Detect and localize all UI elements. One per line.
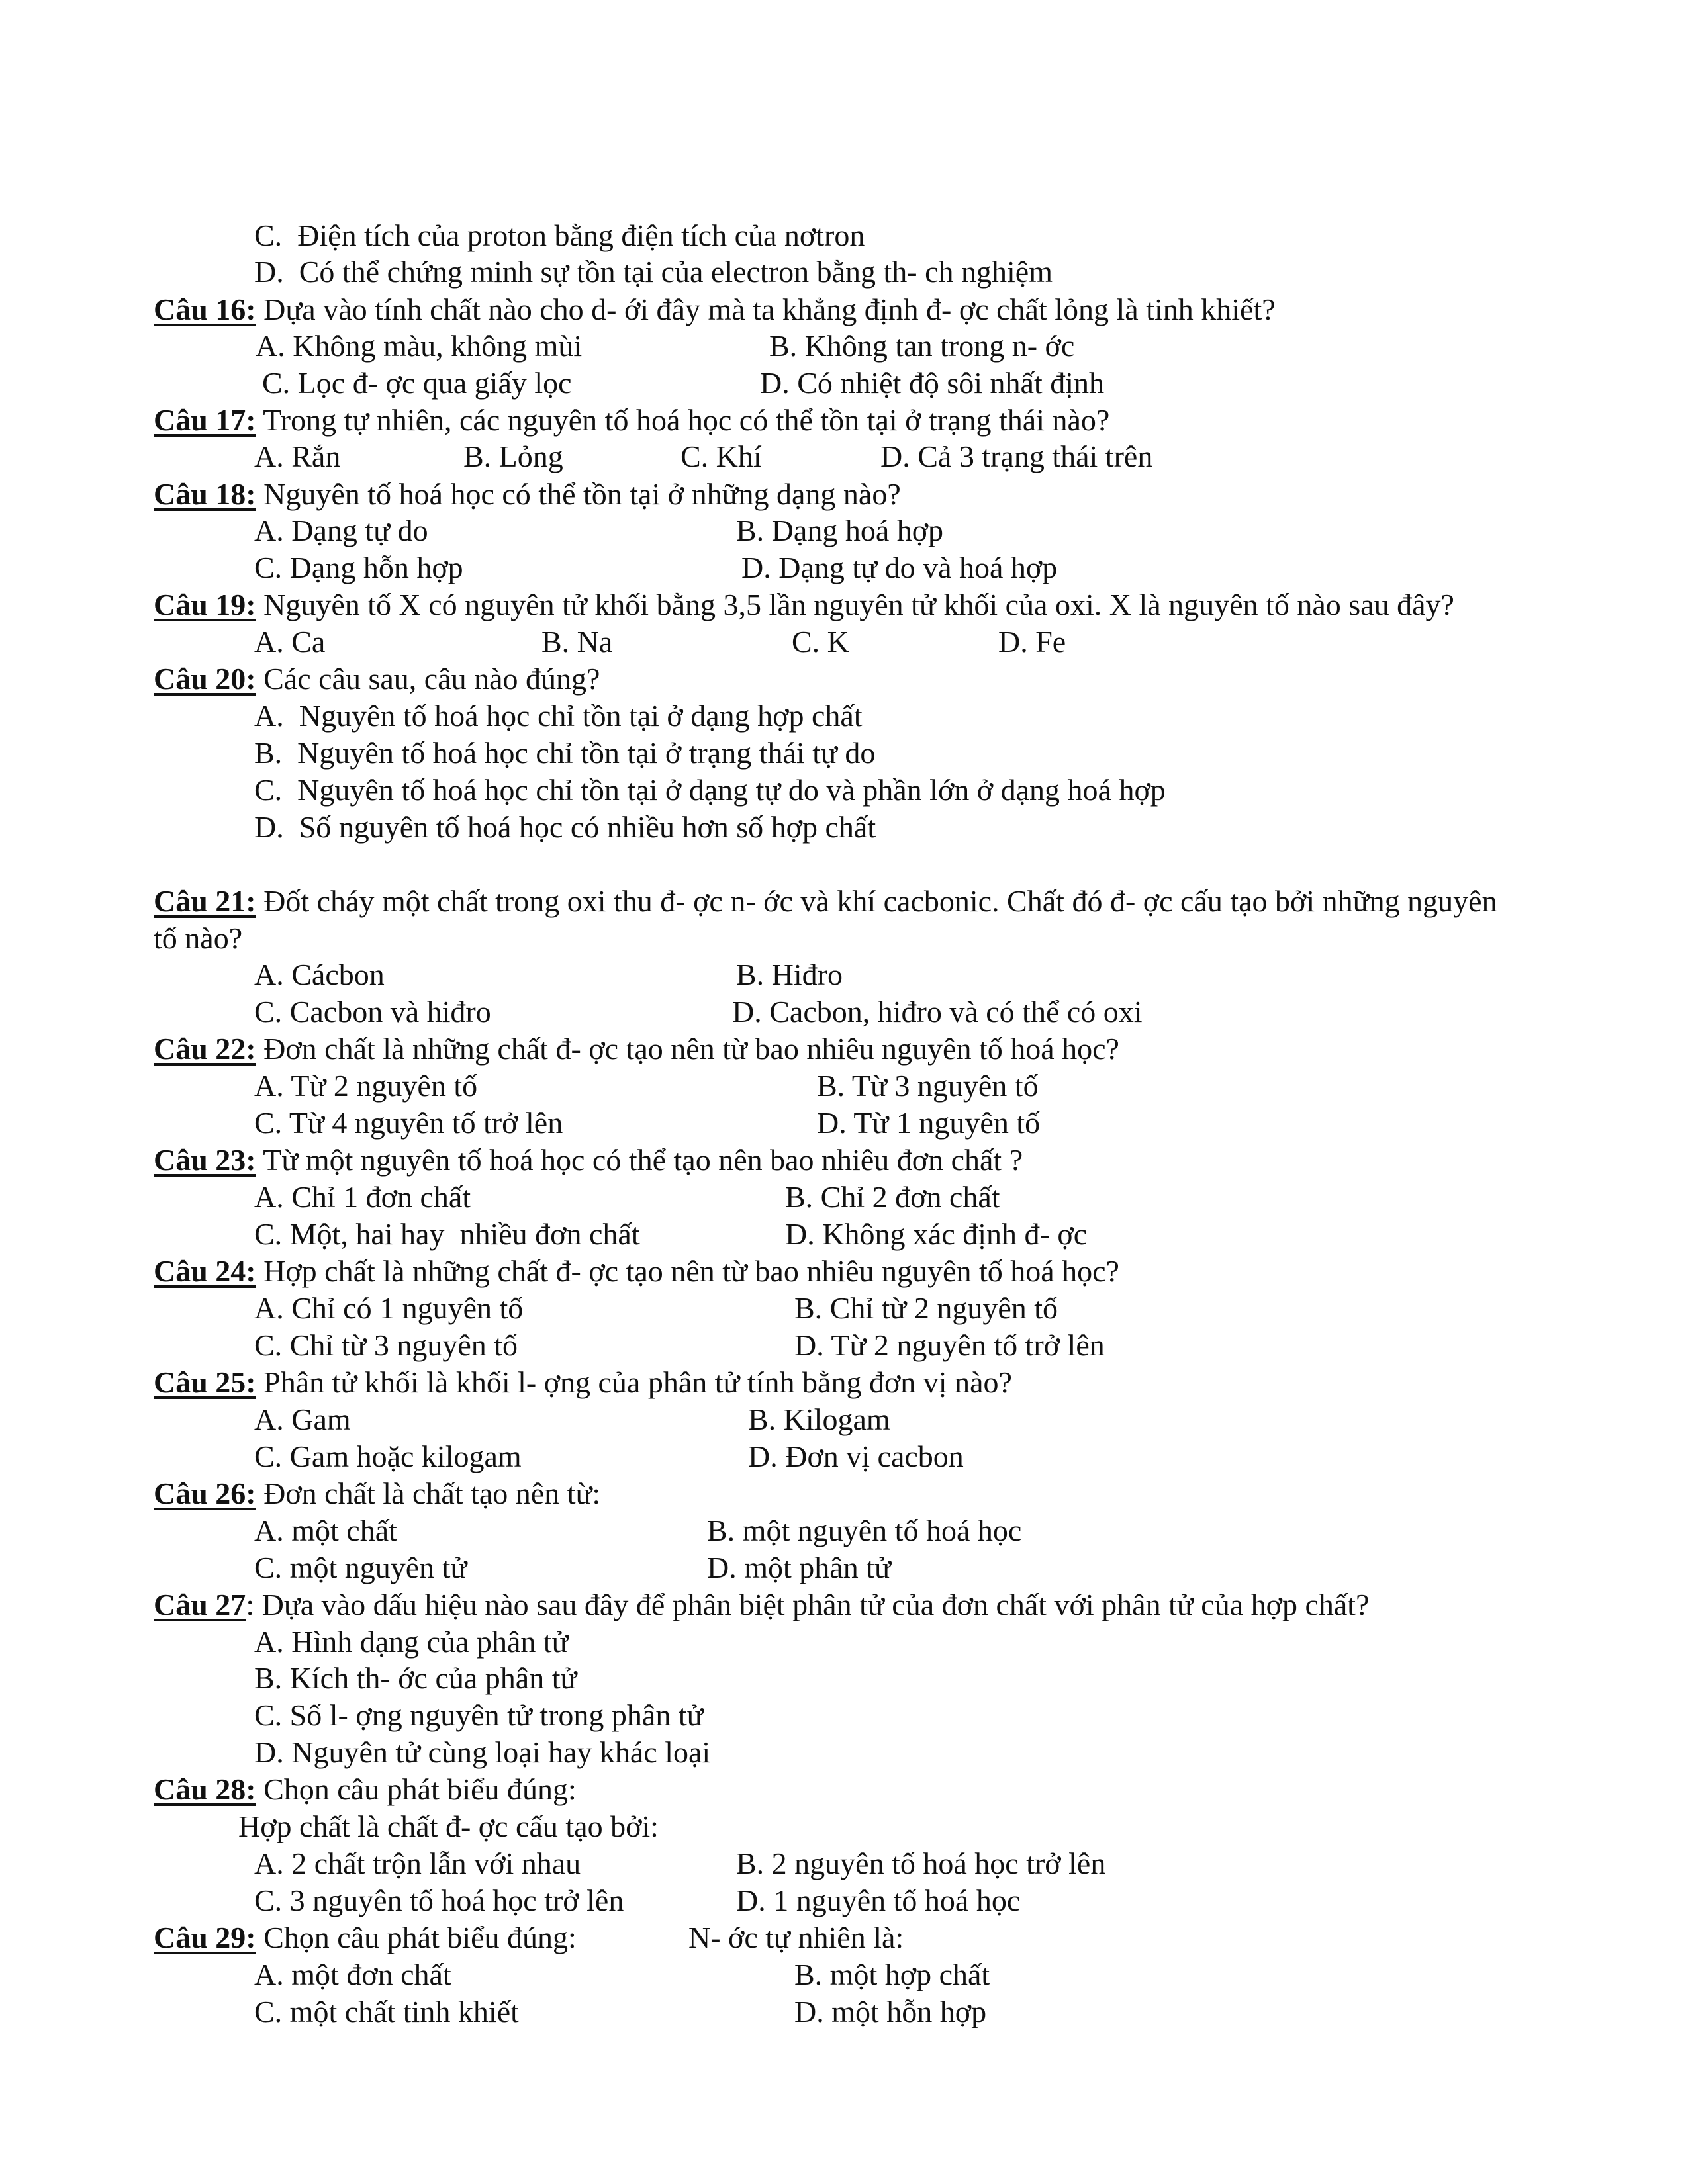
- question-text: Chọn câu phát biểu đúng:: [256, 1772, 577, 1806]
- answer-option: A. Chỉ có 1 nguyên tố: [254, 1291, 524, 1325]
- answer-option: C. Khí: [680, 439, 762, 473]
- answer-option: A. Nguyên tố hoá học chỉ tồn tại ở dạng hợp chất: [254, 699, 863, 733]
- question-label: Câu 19:: [154, 588, 256, 621]
- answer-option: B. Hiđro: [736, 958, 843, 991]
- question-label: Câu 20:: [154, 662, 256, 696]
- answer-option: D. Đơn vị cacbon: [748, 1439, 964, 1473]
- question-line: [154, 1919, 577, 1956]
- answer-option: B. một hợp chất: [794, 1958, 990, 1991]
- answer-option: B. Nguyên tố hoá học chỉ tồn tại ở trạng thái tự do: [254, 736, 876, 770]
- question-label: Câu 17:: [154, 403, 256, 437]
- option-c-prev: C. Điện tích của proton bằng điện tích của nơtron: [254, 218, 865, 252]
- answer-option: B. Không tan trong n- ớc: [769, 329, 1075, 363]
- question-label: Câu 18:: [154, 477, 256, 511]
- question-text: Các câu sau, câu nào đúng?: [256, 662, 600, 696]
- answer-option: D. Cacbon, hiđro và có thể có oxi: [732, 995, 1143, 1028]
- answer-option: B. Từ 3 nguyên tố: [817, 1069, 1039, 1103]
- question-label: Câu 25:: [154, 1365, 256, 1399]
- question-line: [154, 1475, 600, 1512]
- answer-option: D. Cả 3 trạng thái trên: [880, 439, 1153, 473]
- answer-option: D. một phân tử: [707, 1551, 891, 1584]
- question-text: Đơn chất là chất tạo nên từ:: [256, 1477, 601, 1510]
- answer-option: A. một đơn chất: [254, 1958, 451, 1991]
- answer-option: D. Không xác định đ- ợc: [785, 1217, 1088, 1251]
- question-text: Hợp chất là những chất đ- ợc tạo nên từ bao nhiêu nguyên tố hoá học?: [256, 1254, 1119, 1288]
- answer-option: B. một nguyên tố hoá học: [707, 1514, 1022, 1547]
- answer-option: C. 3 nguyên tố hoá học trở lên: [254, 1884, 624, 1917]
- answer-option: B. Chỉ 2 đơn chất: [785, 1180, 1000, 1214]
- question-text: Chọn câu phát biểu đúng:: [256, 1921, 577, 1954]
- answer-option: C. Lọc đ- ợc qua giấy lọc: [262, 366, 572, 400]
- question-label: Câu 24:: [154, 1254, 256, 1288]
- answer-option: D. Có nhiệt độ sôi nhất định: [760, 366, 1105, 400]
- answer-option: B. Chỉ từ 2 nguyên tố: [794, 1291, 1058, 1325]
- question-line: [154, 1142, 1023, 1179]
- question-text: : Dựa vào dấu hiệu nào sau đây để phân biệt phân tử của đơn chất với phân tử của hợp chất?: [246, 1588, 1370, 1621]
- question-text: Trong tự nhiên, các nguyên tố hoá học có thể tồn tại ở trạng thái nào?: [256, 403, 1110, 437]
- answer-option: C. Nguyên tố hoá học chỉ tồn tại ở dạng tự do và phần lớn ở dạng hoá hợp: [254, 773, 1166, 807]
- answer-option: C. Từ 4 nguyên tố trở lên: [254, 1106, 563, 1140]
- question-line: [154, 1771, 577, 1808]
- answer-option: A. Gam: [254, 1402, 351, 1436]
- question-text: Từ một nguyên tố hoá học có thể tạo nên bao nhiêu đơn chất ?: [256, 1143, 1023, 1177]
- answer-option: C. Chỉ từ 3 nguyên tố: [254, 1328, 518, 1362]
- answer-option: A. Rắn: [254, 439, 341, 473]
- answer-option: C. Một, hai hay nhiều đơn chất: [254, 1217, 640, 1251]
- question-label: Câu 28:: [154, 1772, 256, 1806]
- question-line: [154, 476, 901, 513]
- question-text: Dựa vào tính chất nào cho d- ới đây mà ta khẳng định đ- ợc chất lỏng là tinh khiết?: [256, 293, 1276, 326]
- question-line: [154, 1586, 1369, 1623]
- answer-option: C. Cacbon và hiđro: [254, 995, 491, 1028]
- answer-option: C. Gam hoặc kilogam: [254, 1439, 522, 1473]
- answer-option: B. Dạng hoá hợp: [736, 514, 944, 547]
- answer-option: D. Từ 1 nguyên tố: [817, 1106, 1041, 1140]
- answer-option: A. Chỉ 1 đơn chất: [254, 1180, 471, 1214]
- answer-option: D. Dạng tự do và hoá hợp: [741, 551, 1058, 584]
- answer-option: A. Hình dạng của phân tử: [254, 1625, 569, 1659]
- answer-option: A. Từ 2 nguyên tố: [254, 1069, 478, 1103]
- answer-option: D. Nguyên tử cùng loại hay khác loại: [254, 1735, 711, 1769]
- question-label: Câu 29:: [154, 1921, 256, 1954]
- question-text-continuation: tố nào?: [154, 921, 243, 955]
- answer-option: C. một chất tinh khiết: [254, 1995, 519, 2028]
- answer-option: A. Dạng tự do: [254, 514, 428, 547]
- answer-option: B. 2 nguyên tố hoá học trở lên: [736, 1846, 1106, 1880]
- question-line: [154, 1253, 1119, 1290]
- answer-option: D. một hỗn hợp: [794, 1995, 987, 2028]
- answer-option: B. Lỏng: [463, 439, 563, 473]
- question-label: Câu 27: [154, 1588, 246, 1621]
- question-line: [154, 586, 1454, 623]
- answer-option: B. Kích th- ớc của phân tử: [254, 1661, 577, 1695]
- answer-option: A. Không màu, không mùi: [256, 329, 583, 363]
- answer-option: B. Kilogam: [748, 1402, 890, 1436]
- question-label: Câu 16:: [154, 293, 256, 326]
- question-line: [154, 291, 1276, 328]
- answer-option: C. Dạng hỗn hợp: [254, 551, 463, 584]
- option-d-prev: D. Có thể chứng minh sự tồn tại của electron bằng th- ch nghiệm: [254, 255, 1053, 289]
- answer-option: A. một chất: [254, 1514, 397, 1547]
- answer-option: D. Số nguyên tố hoá học có nhiều hơn số hợp chất: [254, 810, 876, 844]
- question-line: [154, 1364, 1012, 1401]
- answer-option: A. 2 chất trộn lẫn với nhau: [254, 1846, 581, 1880]
- question-text: Đơn chất là những chất đ- ợc tạo nên từ bao nhiêu nguyên tố hoá học?: [256, 1032, 1119, 1066]
- answer-option: D. 1 nguyên tố hoá học: [736, 1884, 1021, 1917]
- question-line: [154, 660, 600, 698]
- answer-option: C. một nguyên tử: [254, 1551, 467, 1584]
- question-label: Câu 21:: [154, 884, 256, 918]
- answer-option: B. Na: [541, 625, 613, 659]
- question-stem: Hợp chất là chất đ- ợc cấu tạo bởi:: [238, 1809, 659, 1843]
- question-line: [154, 883, 1497, 920]
- question-label: Câu 22:: [154, 1032, 256, 1066]
- answer-option: D. Từ 2 nguyên tố trở lên: [794, 1328, 1105, 1362]
- question-text: Nguyên tố X có nguyên tử khối bằng 3,5 lần nguyên tử khối của oxi. X là nguyên tố nào sau đây?: [256, 588, 1454, 621]
- question-line: [154, 402, 1109, 439]
- question-text: Đốt cháy một chất trong oxi thu đ- ợc n- ớc và khí cacbonic. Chất đó đ- ợc cấu tạo bởi những nguyên: [256, 884, 1497, 918]
- answer-option: A. Ca: [254, 625, 326, 659]
- question-text: Phân tử khối là khối l- ợng của phân tử tính bằng đơn vị nào?: [256, 1365, 1012, 1399]
- answer-option: A. Cácbon: [254, 958, 385, 991]
- answer-option: C. Số l- ợng nguyên tử trong phân tử: [254, 1698, 704, 1732]
- question-label: Câu 26:: [154, 1477, 256, 1510]
- answer-option: C. K: [792, 625, 849, 659]
- question-line: [154, 1030, 1119, 1068]
- question-text: Nguyên tố hoá học có thể tồn tại ở những dạng nào?: [256, 477, 901, 511]
- answer-option: D. Fe: [998, 625, 1066, 659]
- question-label: Câu 23:: [154, 1143, 256, 1177]
- question-text-tail: N- ớc tự nhiên là:: [688, 1921, 904, 1954]
